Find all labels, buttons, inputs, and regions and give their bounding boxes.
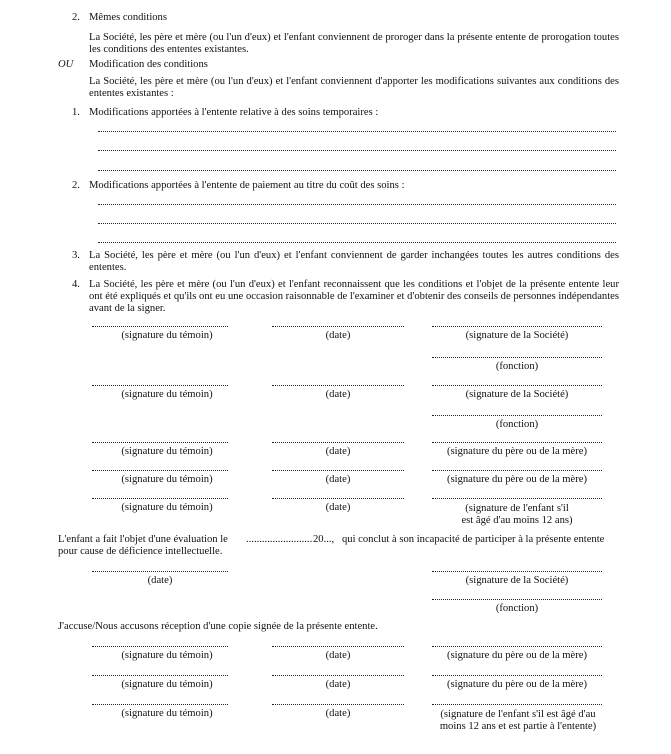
item-number: 4. [72, 279, 80, 290]
witness-caption: (signature du témoin) [121, 389, 213, 400]
function-line[interactable] [432, 357, 602, 358]
date-line[interactable] [272, 498, 404, 499]
child-signature-line[interactable] [432, 498, 602, 499]
function-caption: (fonction) [495, 419, 539, 430]
text-line[interactable] [98, 242, 616, 243]
parent-caption: (signature du père ou de la mère) [446, 650, 587, 661]
evaluation-line-2: pour cause de déficience intellectuelle. [58, 546, 223, 557]
witness-caption: (signature du témoin) [121, 679, 213, 690]
society-signature-line[interactable] [432, 571, 602, 572]
parent-caption: (signature du père ou de la mère) [446, 679, 587, 690]
text-line[interactable] [98, 170, 616, 171]
date-caption: (date) [325, 650, 351, 661]
ou-label: OU [58, 59, 74, 70]
child-caption-line-1: (signature de l'enfant s'il [465, 503, 569, 514]
witness-signature-line[interactable] [92, 326, 228, 327]
item-text: La Société, les père et mère (ou l'un d'eux) et l'enfant reconnaissent que les conditions et l'objet de la présente entente leur ont été expliqués et qu'ils ont eu une occasion raisonnable de l'examiner et d'obtenir des conseils de personnes indépendantes avant de la signer. [89, 279, 619, 314]
date-line[interactable] [272, 470, 404, 471]
witness-caption: (signature du témoin) [121, 708, 213, 719]
function-line[interactable] [432, 415, 602, 416]
parent-signature-line[interactable] [432, 675, 602, 676]
parent-caption: (signature du père ou de la mère) [446, 446, 587, 457]
parent-signature-line[interactable] [432, 442, 602, 443]
date-caption: (date) [325, 389, 351, 400]
witness-signature-line[interactable] [92, 470, 228, 471]
witness-caption: (signature du témoin) [121, 446, 213, 457]
function-caption: (fonction) [495, 361, 539, 372]
date-caption: (date) [147, 575, 173, 586]
text-line[interactable] [98, 150, 616, 151]
item-text: Modifications apportées à l'entente relative à des soins temporaires : [89, 107, 379, 118]
witness-signature-line[interactable] [92, 442, 228, 443]
modification-paragraph: La Société, les père et mère (ou l'un d'eux) et l'enfant conviennent d'apporter les modifications suivantes aux conditions des ententes existantes : [89, 76, 619, 99]
date-line[interactable] [272, 385, 404, 386]
date-caption: (date) [325, 679, 351, 690]
text-line[interactable] [98, 223, 616, 224]
parent-signature-line[interactable] [432, 646, 602, 647]
parent-caption: (signature du père ou de la mère) [446, 474, 587, 485]
witness-signature-line[interactable] [92, 498, 228, 499]
witness-caption: (signature du témoin) [121, 474, 213, 485]
date-caption: (date) [325, 446, 351, 457]
society-caption: (signature de la Société) [465, 330, 569, 341]
item-number: 1. [72, 107, 80, 118]
child-receipt-caption-line-2: moins 12 ans et est partie à l'entente) [439, 721, 597, 732]
item-text: La Société, les père et mère (ou l'un d'eux) et l'enfant conviennent de garder inchangées toutes les autres conditions des ententes. [89, 250, 619, 273]
item-number: 2. [72, 180, 80, 191]
society-caption: (signature de la Société) [465, 575, 569, 586]
evaluation-suffix: qui conclut à son incapacité de participer à la présente entente [342, 534, 605, 545]
witness-signature-line[interactable] [92, 385, 228, 386]
evaluation-prefix: L'enfant a fait l'objet d'une évaluation le [58, 534, 228, 545]
date-line[interactable] [92, 571, 228, 572]
date-line[interactable] [272, 646, 404, 647]
date-caption: (date) [325, 474, 351, 485]
date-line[interactable] [272, 442, 404, 443]
witness-caption: (signature du témoin) [121, 330, 213, 341]
section-number: 2. [72, 12, 80, 23]
evaluation-date-blank[interactable]: ......................... [246, 534, 313, 545]
child-signature-line[interactable] [432, 704, 602, 705]
date-caption: (date) [325, 708, 351, 719]
date-line[interactable] [272, 675, 404, 676]
witness-signature-line[interactable] [92, 646, 228, 647]
date-caption: (date) [325, 330, 351, 341]
section-title: Mêmes conditions [89, 12, 167, 23]
child-receipt-caption-line-1: (signature de l'enfant s'il est âgé d'au [440, 709, 596, 720]
witness-signature-line[interactable] [92, 704, 228, 705]
witness-caption: (signature du témoin) [121, 650, 213, 661]
item-number: 3. [72, 250, 80, 261]
parent-signature-line[interactable] [432, 470, 602, 471]
text-line[interactable] [98, 204, 616, 205]
receipt-text: J'accuse/Nous accusons réception d'une copie signée de la présente entente. [58, 621, 378, 632]
section-paragraph: La Société, les père et mère (ou l'un d'eux) et l'enfant conviennent de proroger dans la présente entente de prorogation toutes les conditions des ententes existantes. [89, 32, 619, 55]
text-line[interactable] [98, 131, 616, 132]
society-signature-line[interactable] [432, 385, 602, 386]
item-text: Modifications apportées à l'entente de paiement au titre du coût des soins : [89, 180, 405, 191]
modification-title: Modification des conditions [89, 59, 208, 70]
date-line[interactable] [272, 326, 404, 327]
function-line[interactable] [432, 599, 602, 600]
child-caption-line-2: est âgé d'au moins 12 ans) [461, 515, 573, 526]
date-line[interactable] [272, 704, 404, 705]
date-caption: (date) [325, 502, 351, 513]
function-caption: (fonction) [495, 603, 539, 614]
witness-signature-line[interactable] [92, 675, 228, 676]
evaluation-year: 20..., [313, 534, 335, 545]
society-caption: (signature de la Société) [465, 389, 569, 400]
witness-caption: (signature du témoin) [121, 502, 213, 513]
society-signature-line[interactable] [432, 326, 602, 327]
